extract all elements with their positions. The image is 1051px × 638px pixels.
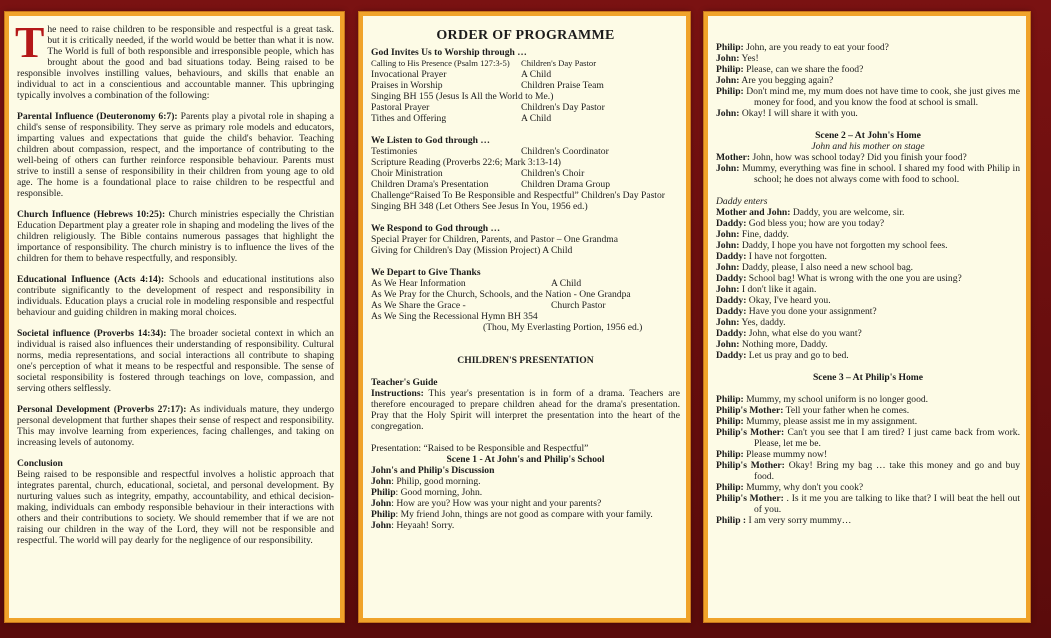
speaker: John bbox=[371, 520, 392, 531]
dialogue-text: John, how was school today? Did you finish your food? bbox=[752, 152, 967, 163]
dialogue-text: Can't you see that I am tired? I just came back from work. Please, let me be. bbox=[754, 427, 1020, 449]
dialogue-line bbox=[716, 273, 1020, 284]
programme-who: Children's Choir bbox=[521, 168, 585, 179]
dialogue-text: Daddy, I hope you have not forgotten my school fees. bbox=[741, 240, 948, 251]
programme-item: Invocational Prayer bbox=[371, 69, 447, 80]
section-heading: Church Influence (Hebrews 10:25): bbox=[17, 209, 166, 220]
programme-who: Church Pastor bbox=[551, 300, 606, 311]
programme-row bbox=[371, 80, 680, 91]
speaker: Philip: bbox=[716, 86, 744, 97]
programme-who: Children Praise Team bbox=[521, 80, 604, 91]
respond-heading: We Respond to God through … bbox=[371, 223, 501, 234]
programme-row bbox=[371, 58, 680, 69]
dialogue-line bbox=[716, 460, 1020, 482]
dialogue-line bbox=[716, 53, 1020, 64]
scene2-subtitle: John and his mother on stage bbox=[811, 141, 925, 152]
speaker: John: bbox=[716, 108, 740, 119]
dialogue-text: I have not forgotten. bbox=[748, 251, 827, 262]
programme-row bbox=[371, 179, 680, 190]
dialogue-line bbox=[371, 476, 680, 487]
speaker: Philip : bbox=[716, 515, 747, 526]
speaker: Philip: bbox=[716, 42, 744, 53]
instructions-text: This year's presentation is in form of a drama. Teachers are therefore encouraged to prepare children ahead for the drama's presentation. Pray that the Holy Spirit will interpret the presentation into the heart of the congregation. bbox=[371, 388, 680, 432]
section-text: Parents play a pivotal role in shaping a child's sense of responsibility. They serve as primary role models and educators, imparting values and expectations that guide the child's behavior. Teaching children about compassion, respect, and the importance of contributing to the well-being of others can further reinforce responsible behaviour. Parents must strive to instill a sense of responsibility in their children from young age to old age. The home is a foundational place to raise children to be respectful and responsible. bbox=[17, 111, 334, 199]
teachers-guide: Teacher's Guide bbox=[371, 377, 438, 388]
dialogue-line bbox=[716, 295, 1020, 306]
speaker: Philip: bbox=[716, 394, 744, 405]
programme-item: Choir Ministration bbox=[371, 168, 443, 179]
dialogue-line bbox=[716, 394, 1020, 405]
dialogue-line bbox=[716, 207, 1020, 218]
dialogue-text: Okay, I've heard you. bbox=[748, 295, 831, 306]
dialogue-text: Mummy, why don't you cook? bbox=[746, 482, 864, 493]
programme-row bbox=[371, 300, 680, 311]
worship-heading: God Invites Us to Worship through … bbox=[371, 47, 527, 58]
speaker: Philip: bbox=[716, 416, 744, 427]
section-text: As individuals mature, they undergo personal development that further shapes their sense of respect and responsibility. This may involve learning from experiences, facing challenges, and taking on increasing levels of autonomy. bbox=[17, 404, 335, 448]
dialogue-line bbox=[371, 487, 680, 498]
speaker: John: bbox=[716, 339, 740, 350]
speaker: John: bbox=[716, 317, 740, 328]
programme-who: A Child bbox=[521, 69, 552, 80]
dialogue-line bbox=[716, 108, 1020, 119]
programme-item: Children Drama's Presentation bbox=[371, 179, 489, 190]
dialogue-text: : Philip, good morning. bbox=[391, 476, 481, 487]
speaker: Philip bbox=[371, 487, 396, 498]
speaker: Daddy: bbox=[716, 295, 747, 306]
speaker: John: bbox=[716, 53, 740, 64]
left-panel bbox=[5, 12, 344, 622]
programme-item: As We Share the Grace - bbox=[371, 300, 466, 311]
dialogue-text: Okay! I will share it with you. bbox=[741, 108, 858, 119]
dialogue-text: John, what else do you want? bbox=[748, 328, 862, 339]
intro-text: he need to raise children to be responsible and respectful is a great task. but it is critically needed, if the world would be better than what it is now. The World is full of both responsible and irresponsible people, which has brought about the good and bad situations today. Being raised to be responsible involves instilling values, behaviours, and skills that enable an individual to act in a conscientious and accountable manner. This upbringing typically involves a combination of the following: bbox=[17, 24, 334, 101]
speaker: John: bbox=[716, 75, 740, 86]
dialogue-text: Please, can we share the food? bbox=[746, 64, 864, 75]
presentation-line: Presentation: “Raised to be Responsible and Respectful” bbox=[371, 443, 589, 454]
programme-row bbox=[371, 157, 680, 168]
speaker: Daddy: bbox=[716, 273, 747, 284]
dialogue-text: : My friend John, things are not good as compare with your family. bbox=[395, 509, 653, 520]
programme-item: As We Sing the Recessional Hymn BH 354 bbox=[371, 311, 538, 322]
section-personal bbox=[17, 404, 334, 448]
dialogue-text: Yes! bbox=[741, 53, 759, 64]
speaker: John: bbox=[716, 284, 740, 295]
programme-title: ORDER OF PROGRAMME bbox=[436, 28, 615, 43]
programme-row bbox=[371, 69, 680, 80]
dialogue-text: Please mummy now! bbox=[746, 449, 828, 460]
dialogue-line bbox=[716, 482, 1020, 493]
dialogue-text: Don't mind me, my mum does not have time to cook, she just gives me money for food, and you know the food at school is small. bbox=[746, 86, 1020, 108]
programme-row bbox=[371, 102, 680, 113]
programme-line: (Thou, My Everlasting Portion, 1956 ed.) bbox=[483, 322, 643, 333]
programme-item: Singing BH 155 (Jesus Is All the World to Me.) bbox=[371, 91, 554, 102]
dialogue-line bbox=[716, 64, 1020, 75]
programme-row bbox=[371, 311, 680, 322]
dialogue-line bbox=[371, 520, 680, 531]
dialogue-text: Daddy, you are welcome, sir. bbox=[792, 207, 905, 218]
listen-heading: We Listen to God through … bbox=[371, 135, 490, 146]
dialogue-line bbox=[716, 75, 1020, 86]
dialogue-line bbox=[716, 350, 1020, 361]
speaker: John bbox=[371, 476, 392, 487]
dialogue-text: . Is it me you are talking to like that? I will beat the hell out of you. bbox=[754, 493, 1020, 515]
section-societal bbox=[17, 328, 334, 394]
dialogue-text: School bag! What is wrong with the one you are using? bbox=[748, 273, 962, 284]
dialogue-line bbox=[716, 229, 1020, 240]
dialogue-line bbox=[716, 416, 1020, 427]
section-parental bbox=[17, 111, 334, 199]
section-text: The broader societal context in which an individual is raised also influences their understanding of responsibility. Cultural norms, media representations, and social interactions all contribute to shaping one's perception of what it means to be respectful and responsible. The sense of societal responsibility is fostered through teachings on love, compassion, and serving others selflessly. bbox=[17, 328, 334, 394]
stage-direction: Daddy enters bbox=[716, 196, 768, 207]
scene2b-dialogue bbox=[716, 207, 1020, 361]
dialogue-line bbox=[371, 498, 680, 509]
speaker: Daddy: bbox=[716, 306, 747, 317]
dialogue-text: Are you begging again? bbox=[741, 75, 834, 86]
programme-row bbox=[371, 278, 680, 289]
speaker: Mother: bbox=[716, 152, 751, 163]
programme-line: Singing BH 348 (Let Others See Jesus In You, 1956 ed.) bbox=[371, 201, 588, 212]
programme-row bbox=[371, 146, 680, 157]
dialogue-line bbox=[716, 306, 1020, 317]
programme-row bbox=[371, 91, 680, 102]
discussion-heading: John's and Philip's Discussion bbox=[371, 465, 495, 476]
section-heading: Parental Influence (Deuteronomy 6:7): bbox=[17, 111, 178, 122]
dialogue-text: I don't like it again. bbox=[741, 284, 817, 295]
section-heading: Personal Development (Proverbs 27:17): bbox=[17, 404, 187, 415]
speaker: Daddy: bbox=[716, 350, 747, 361]
programme-row bbox=[371, 113, 680, 124]
dialogue-line bbox=[716, 493, 1020, 515]
speaker: John: bbox=[716, 229, 740, 240]
dialogue-text: : Good morning, John. bbox=[395, 487, 483, 498]
dialogue-text: Tell your father when he comes. bbox=[785, 405, 910, 416]
speaker: Philip: bbox=[716, 482, 744, 493]
instructions-label: Instructions: bbox=[371, 388, 424, 399]
programme-who: A Child bbox=[551, 278, 582, 289]
programme-item: As We Pray for the Church, Schools, and the Nation - One Grandpa bbox=[371, 289, 631, 300]
dialogue-line bbox=[716, 86, 1020, 108]
dialogue-text: Have you done your assignment? bbox=[748, 306, 877, 317]
dialogue-line bbox=[716, 449, 1020, 460]
dialogue-text: Let us pray and go to bed. bbox=[748, 350, 849, 361]
dialogue-line bbox=[716, 515, 1020, 526]
programme-who: A Child bbox=[521, 113, 552, 124]
programme-item: Pastoral Prayer bbox=[371, 102, 430, 113]
conclusion-text: Being raised to be responsible and respectful involves a holistic approach that integrates parental, church, educational, societal, and personal development. By nurturing values such as integrity, empathy, accountability, and ethical decision-making, individuals can embody responsible behaviour in their interactions with others and their contributions to society. We should remember that if we are not raising our children in the way of the Lord, they will not be responsible and respectful. The world will pay dearly for the negligence of our responsibility. bbox=[17, 469, 334, 546]
programme-item: Tithes and Offering bbox=[371, 113, 447, 124]
middle-panel bbox=[359, 12, 690, 622]
programme-item: Testimonies bbox=[371, 146, 418, 157]
dialogue-line bbox=[716, 240, 1020, 251]
dialogue-line bbox=[716, 251, 1020, 262]
section-heading: Educational Influence (Acts 4:14): bbox=[17, 274, 165, 285]
dialogue-line bbox=[716, 405, 1020, 416]
speaker: Philip's Mother: bbox=[716, 427, 785, 438]
right-panel bbox=[704, 12, 1030, 622]
programme-line: Special Prayer for Children, Parents, and Pastor – One Grandma bbox=[371, 234, 618, 245]
programme-line: Giving for Children's Day (Mission Project) A Child bbox=[371, 245, 573, 256]
section-church bbox=[17, 209, 334, 264]
dialogue-line bbox=[716, 328, 1020, 339]
speaker: Philip bbox=[371, 509, 396, 520]
speaker: John: bbox=[716, 240, 740, 251]
scene1-continued bbox=[716, 42, 1020, 119]
dialogue-text: Mummy, everything was fine in school. I shared my food with Philip in school; he does not always come with food to school. bbox=[742, 163, 1020, 185]
dialogue-text: John, are you ready to eat your food? bbox=[746, 42, 889, 53]
dialogue-text: God bless you; how are you today? bbox=[748, 218, 885, 229]
speaker: Philip's Mother: bbox=[716, 405, 784, 416]
programme-row bbox=[371, 168, 680, 179]
programme-who: Children's Day Pastor bbox=[521, 102, 605, 113]
dialogue-text: Yes, daddy. bbox=[741, 317, 786, 328]
instructions bbox=[371, 388, 680, 432]
section-text: Schools and educational institutions also contribute significantly to the development of respect and responsibility in individuals. Education plays a crucial role in modeling responsible and respectful behaviour and guiding children in making moral choices. bbox=[17, 274, 335, 318]
programme-line: Challenge“Raised To Be Responsible and Respectful” Children's Day Pastor bbox=[371, 190, 665, 201]
speaker: Daddy: bbox=[716, 218, 747, 229]
dialogue-text: : Heyaah! Sorry. bbox=[391, 520, 455, 531]
speaker: John: bbox=[716, 262, 740, 273]
presentation-title: CHILDREN'S PRESENTATION bbox=[457, 355, 594, 366]
dialogue-line bbox=[716, 152, 1020, 163]
dialogue-text: Nothing more, Daddy. bbox=[741, 339, 828, 350]
dialogue-text: Mummy, please assist me in my assignment. bbox=[746, 416, 918, 427]
intro-paragraph bbox=[15, 18, 334, 101]
speaker: Philip's Mother: bbox=[716, 460, 785, 471]
programme-who: Children's Coordinator bbox=[521, 146, 609, 157]
dialogue-line bbox=[716, 427, 1020, 449]
dialogue-line bbox=[716, 163, 1020, 185]
programme-item: Scripture Reading (Proverbs 22:6; Mark 3:13-14) bbox=[371, 157, 561, 168]
depart-heading: We Depart to Give Thanks bbox=[371, 267, 481, 278]
dialogue-text: : How are you? How was your night and your parents? bbox=[391, 498, 602, 509]
programme-item: As We Hear Information bbox=[371, 278, 466, 289]
dialogue-line bbox=[716, 339, 1020, 350]
programme-row bbox=[371, 289, 680, 300]
programme-who: Children's Day Pastor bbox=[521, 58, 597, 68]
section-text: Church ministries especially the Christian Education Department play a greater role in shaping and modeling the lives of the children religiously. The Bible contains numerous passages that highlight the importance of responsibility. The church ministry is to influence the lives of the children for them to behave respectfully, and responsibly. bbox=[17, 209, 334, 264]
dialogue-text: Mummy, my school uniform is no longer good. bbox=[746, 394, 929, 405]
speaker: John: bbox=[716, 163, 740, 174]
speaker: John bbox=[371, 498, 392, 509]
scene2-title: Scene 2 – At John's Home bbox=[815, 130, 921, 141]
dialogue-text: Daddy, please, I also need a new school bag. bbox=[741, 262, 914, 273]
speaker: Mother and John: bbox=[716, 207, 791, 218]
dialogue-line bbox=[716, 218, 1020, 229]
speaker: Philip: bbox=[716, 64, 744, 75]
speaker: Philip's Mother: bbox=[716, 493, 784, 504]
dialogue-line bbox=[716, 262, 1020, 273]
dialogue-line bbox=[716, 284, 1020, 295]
speaker: Daddy: bbox=[716, 251, 747, 262]
scene3-title: Scene 3 – At Philip's Home bbox=[812, 372, 924, 383]
dialogue-text: I am very sorry mummy… bbox=[748, 515, 852, 526]
conclusion-heading: Conclusion bbox=[17, 458, 63, 469]
scene2-dialogue bbox=[716, 152, 1020, 185]
programme-item: Praises in Worship bbox=[371, 80, 443, 91]
programme-item: Calling to His Presence (Psalm 127:3-5) bbox=[371, 58, 510, 68]
programme-who: Children Drama Group bbox=[521, 179, 610, 190]
dialogue-line bbox=[716, 317, 1020, 328]
speaker: Philip: bbox=[716, 449, 744, 460]
dialogue-line bbox=[716, 42, 1020, 53]
scene3-dialogue bbox=[716, 394, 1020, 526]
dialogue-line bbox=[371, 509, 680, 520]
dialogue-text: Okay! Bring my bag … take this money and go and buy food. bbox=[754, 460, 1021, 482]
dialogue-text: Fine, daddy. bbox=[741, 229, 789, 240]
speaker: Daddy: bbox=[716, 328, 747, 339]
section-educational bbox=[17, 274, 334, 318]
section-heading: Societal influence (Proverbs 14:34): bbox=[17, 328, 167, 339]
drop-cap: T bbox=[15, 18, 45, 67]
scene1-title: Scene 1 - At John's and Philip's School bbox=[446, 454, 605, 465]
